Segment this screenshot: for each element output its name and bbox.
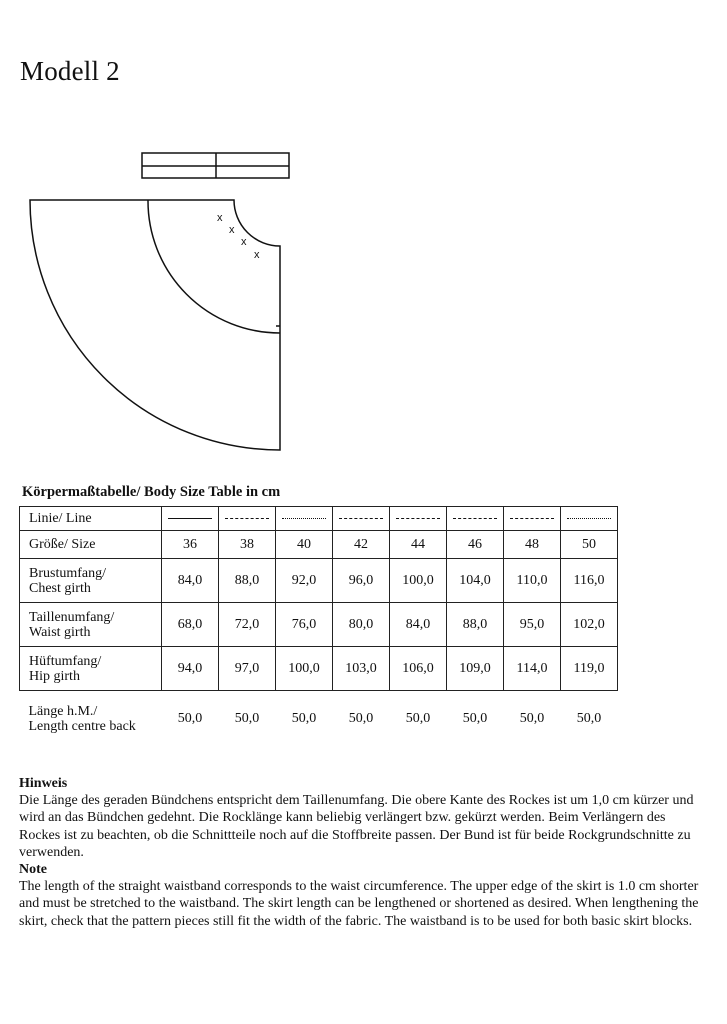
hinweis-text: Die Länge des geraden Bündchens entspricht dem Taillenumfang. Die obere Kante des Rockes ist um 1,0 cm kürzer und wird an das Bündchen gedehnt. Die Rocklänge kann beliebig verlängert bzw. gekürzt werden. Beim Verlängern des Rockes ist zu beachten, ob die Schnittteile noch auf die Stoffbreite passen. Der Bund ist für beide Rockgrundschnitte zu verwenden.	[19, 793, 694, 860]
label-de: Länge h.M./	[28, 704, 98, 719]
value-cell: 100,0	[276, 647, 333, 691]
stretch-mark: x	[217, 212, 223, 224]
value-cell: 109,0	[447, 647, 504, 691]
note-heading: Note	[19, 862, 47, 878]
value-cell: 50,0	[462, 711, 488, 726]
label-en: Chest girth	[29, 580, 91, 596]
size-cell: 50	[561, 531, 618, 559]
note-text: The length of the straight waistband corresponds to the waist circumference. The upper edge of the skirt is 1.0 cm shorter and must be stretched to the waistband. The skirt length can be lengthened or shortened as desired. When lengthening the skirt, check that the pattern pieces still fit the width of the fabric. The waistband is to be used for both basic skirt blocks.	[19, 879, 699, 929]
hinweis-heading: Hinweis	[19, 776, 68, 791]
stretch-mark: x	[229, 224, 235, 236]
size-cell: 42	[333, 531, 390, 559]
value-cell: 80,0	[333, 603, 390, 647]
size-cell: 40	[276, 531, 333, 559]
waistband-piece	[142, 153, 289, 178]
value-cell: 50,0	[405, 711, 431, 726]
size-row	[20, 531, 618, 559]
value-cell: 72,0	[219, 603, 276, 647]
value-cell: 97,0	[219, 647, 276, 691]
label-en: Length centre back	[28, 719, 136, 734]
page-title: Modell 2	[20, 56, 120, 86]
hip-row	[20, 647, 618, 691]
waist-row	[20, 603, 618, 647]
value-cell: 84,0	[390, 603, 447, 647]
line-sample	[282, 518, 326, 519]
value-cell: 119,0	[561, 647, 618, 691]
value-cell: 88,0	[219, 559, 276, 603]
line-sample-cell	[333, 507, 390, 531]
value-cell: 95,0	[504, 603, 561, 647]
label-en: Hip girth	[29, 668, 80, 684]
value-cell: 50,0	[348, 711, 374, 726]
size-cell: 48	[504, 531, 561, 559]
length-label	[20, 691, 162, 748]
line-sample-cell	[162, 507, 219, 531]
line-sample	[567, 518, 611, 519]
value-cell: 94,0	[162, 647, 219, 691]
length-row	[20, 691, 618, 748]
line-sample-cell	[504, 507, 561, 531]
line-sample	[225, 518, 269, 519]
value-cell: 102,0	[561, 603, 618, 647]
line-sample-cell	[447, 507, 504, 531]
line-sample-cell	[219, 507, 276, 531]
value-cell: 116,0	[561, 559, 618, 603]
table-title: Körpermaßtabelle/ Body Size Table in cm	[22, 484, 281, 500]
value-cell: 106,0	[390, 647, 447, 691]
value-cell: 50,0	[576, 711, 602, 726]
value-cell: 76,0	[276, 603, 333, 647]
value-cell: 88,0	[447, 603, 504, 647]
pattern-drawing	[0, 140, 727, 460]
line-sample	[453, 518, 497, 519]
value-cell: 50,0	[177, 711, 203, 726]
line-sample-cell	[276, 507, 333, 531]
line-label: Linie/ Line	[20, 507, 162, 531]
line-sample	[168, 518, 212, 519]
size-cell: 38	[219, 531, 276, 559]
stretch-mark: x	[241, 236, 247, 248]
chest-label	[20, 559, 162, 603]
value-cell: 96,0	[333, 559, 390, 603]
value-cell: 68,0	[162, 603, 219, 647]
waist-label	[20, 603, 162, 647]
stretch-mark: x	[254, 249, 260, 261]
value-cell: 100,0	[390, 559, 447, 603]
line-sample	[339, 518, 383, 519]
label-de: Taillenumfang/	[29, 609, 115, 625]
value-cell: 114,0	[504, 647, 561, 691]
value-cell: 104,0	[447, 559, 504, 603]
value-cell: 50,0	[519, 711, 545, 726]
hip-label	[20, 647, 162, 691]
size-cell: 36	[162, 531, 219, 559]
body-size-table	[19, 506, 618, 747]
size-cell: 46	[447, 531, 504, 559]
line-row	[20, 507, 618, 531]
label-en: Waist girth	[29, 624, 91, 640]
label-de: Hüftumfang/	[29, 653, 102, 669]
value-cell: 92,0	[276, 559, 333, 603]
size-label: Größe/ Size	[20, 531, 162, 559]
size-cell: 44	[390, 531, 447, 559]
value-cell: 110,0	[504, 559, 561, 603]
value-cell: 103,0	[333, 647, 390, 691]
line-sample-cell	[390, 507, 447, 531]
value-cell: 50,0	[291, 711, 317, 726]
value-cell: 84,0	[162, 559, 219, 603]
notes-section	[19, 775, 709, 930]
label-de: Brustumfang/	[29, 565, 106, 581]
value-cell: 50,0	[234, 711, 260, 726]
line-sample	[510, 518, 554, 519]
chest-row	[20, 559, 618, 603]
line-sample	[396, 518, 440, 519]
line-sample-cell	[561, 507, 618, 531]
